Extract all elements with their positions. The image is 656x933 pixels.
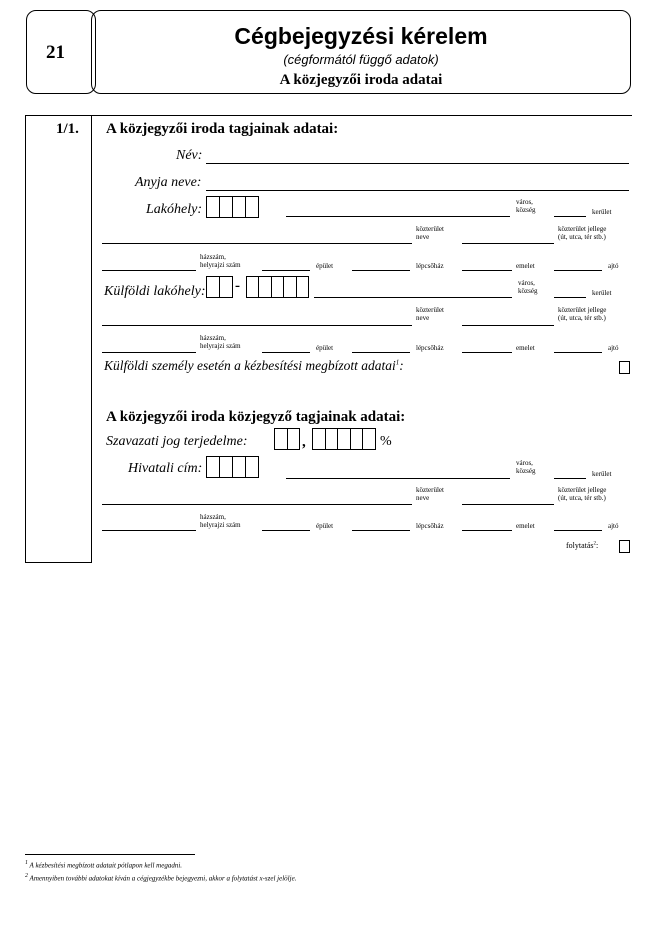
office-address-label: Hivatali cím: [128,461,203,476]
foreign-street-name-label: közterület neve [416,306,444,322]
office-door-field[interactable] [554,530,602,531]
office-house-number-label: házszám, helyrajzi szám [200,513,241,529]
foreign-street-type-label: közterület jellege (út, utca, tér stb.) [558,306,607,322]
residence-district-field[interactable] [554,216,586,217]
office-street-field[interactable] [102,504,412,505]
continuation-label: folytatás$^2$: [566,541,599,550]
street-name-label: közterület neve [416,225,444,241]
staircase-label: lépcsőház [416,262,444,270]
residence-floor-field[interactable] [462,270,512,271]
foreign-country-code[interactable] [206,276,233,298]
foreign-door-label: ajtó [608,344,619,352]
residence-label: Lakóhely: [146,202,202,217]
foreign-district-label: kerület [592,289,612,297]
office-street-name-label: közterület neve [416,486,444,502]
foreign-building-label: épület [316,344,334,352]
section-number-box [25,115,92,563]
building-label: épület [316,262,334,270]
top-rule [92,115,632,116]
section-number: 1/1. [56,121,79,137]
residence-city-field[interactable] [286,216,510,217]
door-label: ajtó [608,262,619,270]
foreign-staircase-field[interactable] [352,352,410,353]
office-building-label: épület [316,522,334,530]
city-label: város, község [516,198,536,214]
district-label: kerület [592,208,612,216]
office-district-field[interactable] [554,478,586,479]
foreign-house-number-label: házszám, helyrajzi szám [200,334,241,350]
foreign-door-field[interactable] [554,352,602,353]
office-street-type-field[interactable] [462,504,554,505]
foreign-street-field[interactable] [102,325,412,326]
foreign-dash: - [235,278,240,294]
notary-heading: A közjegyzői iroda közjegyző tagjainak adatai: [106,409,406,425]
residence-postcode[interactable] [206,196,259,218]
name-field[interactable] [206,163,629,164]
page-number: 21 [46,42,65,63]
floor-label: emelet [516,262,535,270]
office-city-label: város, község [516,459,536,475]
office-house-number-field[interactable] [102,530,196,531]
residence-staircase-field[interactable] [352,270,410,271]
foreign-staircase-label: lépcsőház [416,344,444,352]
mother-name-label: Anyja neve: [135,175,202,190]
foreign-floor-label: emelet [516,344,535,352]
mother-name-field[interactable] [206,190,629,191]
office-floor-field[interactable] [462,530,512,531]
foreign-house-number-field[interactable] [102,352,196,353]
office-city-field[interactable] [286,478,510,479]
foreign-district-field[interactable] [554,297,586,298]
residence-door-field[interactable] [554,270,602,271]
decimal-comma: , [302,434,306,450]
percent-sign: % [380,434,392,449]
members-heading: A közjegyzői iroda tagjainak adatai: [106,121,339,137]
foreign-person-label: Külföldi személy esetén a kézbesítési megbízott adatai$^1$: [104,358,404,373]
residence-street-type-field[interactable] [462,243,554,244]
foreign-person-checkbox[interactable] [619,361,630,374]
footnote-2: $^2$ Amennyiben további adatokat kíván a cégjegyzékbe bejegyezni, akkor a folytatást x-szel jelölje. [25,873,297,883]
voting-right-decimal[interactable] [312,428,376,450]
name-label: Név: [176,148,203,163]
office-building-field[interactable] [262,530,310,531]
section-title: A közjegyzői iroda adatai [279,72,443,88]
form-title: Cégbejegyzési kérelem [234,23,488,49]
office-door-label: ajtó [608,522,619,530]
residence-house-number-field[interactable] [102,270,196,271]
office-staircase-field[interactable] [352,530,410,531]
voting-right-integer[interactable] [274,428,300,450]
voting-right-label: Szavazati jog terjedelme: [106,434,248,449]
office-staircase-label: lépcsőház [416,522,444,530]
street-type-label: közterület jellege (út, utca, tér stb.) [558,225,607,241]
footnote-1: $^1$ A kézbesítési megbízott adatait pótlapon kell megadni. [25,860,183,870]
continuation-checkbox[interactable] [619,540,630,553]
form-subtitle: (cégformától függő adatok) [283,52,439,67]
office-district-label: kerület [592,470,612,478]
foreign-building-field[interactable] [262,352,310,353]
office-street-type-label: közterület jellege (út, utca, tér stb.) [558,486,607,502]
foreign-residence-label: Külföldi lakóhely: [104,284,206,299]
office-floor-label: emelet [516,522,535,530]
office-postcode[interactable] [206,456,259,478]
foreign-city-label: város, község [518,279,538,295]
residence-street-field[interactable] [102,243,412,244]
foreign-street-type-field[interactable] [462,325,554,326]
footnote-rule [25,854,195,855]
foreign-postcode[interactable] [246,276,309,298]
foreign-floor-field[interactable] [462,352,512,353]
residence-building-field[interactable] [262,270,310,271]
house-number-label: házszám, helyrajzi szám [200,253,241,269]
foreign-city-field[interactable] [314,297,512,298]
